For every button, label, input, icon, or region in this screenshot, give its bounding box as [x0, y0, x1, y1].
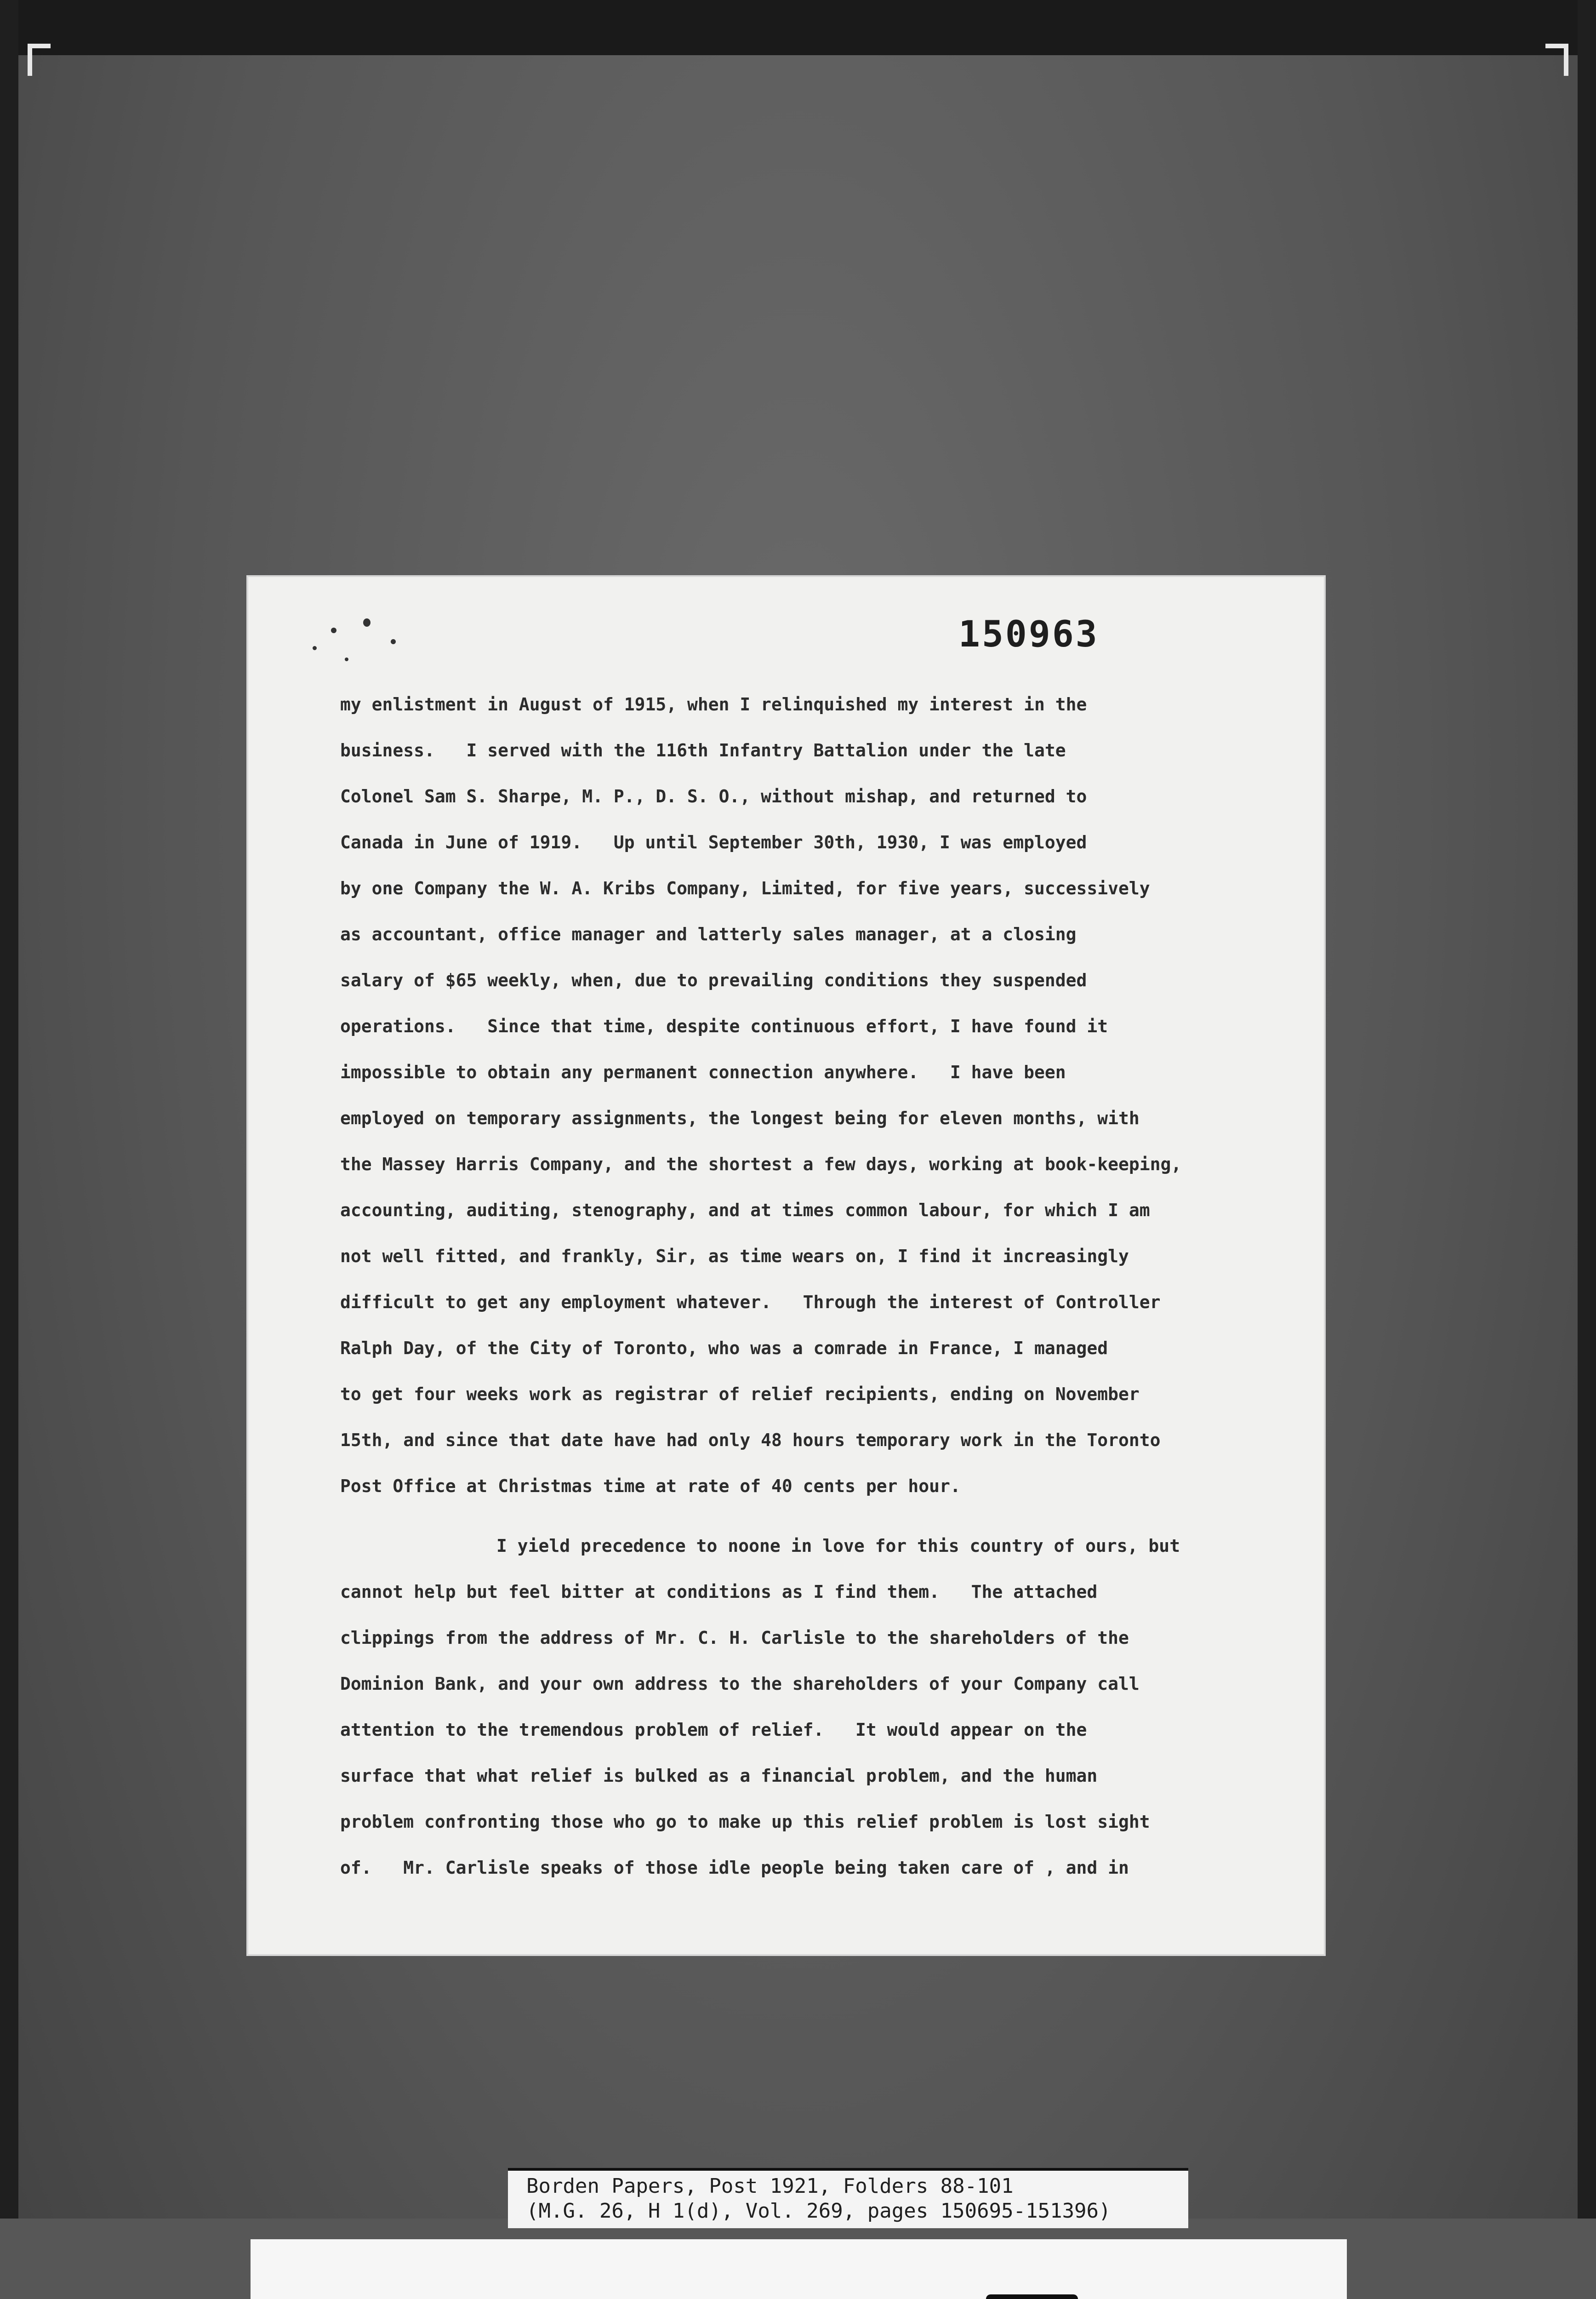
document-number: 150963	[958, 614, 1099, 655]
body-line: 15th, and since that date have had only 48 hours temporary work in the Toronto	[340, 1430, 1161, 1450]
body-line: my enlistment in August of 1915, when I relinquished my interest in the	[340, 694, 1087, 715]
body-line: I yield precedence to noone in love for this country of ours, but	[496, 1536, 1180, 1556]
body-line: of. Mr. Carlisle speaks of those idle people being taken care of , and in	[340, 1858, 1129, 1878]
archives-stamp-card	[251, 2239, 1347, 2299]
body-line: salary of $65 weekly, when, due to prevailing conditions they suspended	[340, 970, 1087, 990]
body-line: clippings from the address of Mr. C. H. Carlisle to the shareholders of the	[340, 1628, 1129, 1648]
body-line: difficult to get any employment whatever. Through the interest of Controller	[340, 1292, 1161, 1312]
body-line: attention to the tremendous problem of relief. It would appear on the	[340, 1720, 1087, 1740]
body-line: surface that what relief is bulked as a financial problem, and the human	[340, 1766, 1098, 1786]
film-frame-right	[1578, 0, 1596, 2299]
body-line: not well fitted, and frankly, Sir, as time wears on, I find it increasingly	[340, 1246, 1129, 1266]
letter-body	[248, 577, 1324, 1954]
corner-mark-top-right	[1545, 44, 1568, 76]
body-line: Post Office at Christmas time at rate of 40 cents per hour.	[340, 1476, 961, 1496]
body-line: problem confronting those who go to make up this relief problem is lost sight	[340, 1812, 1150, 1832]
citation-line-1: Borden Papers, Post 1921, Folders 88-101	[526, 2174, 1014, 2198]
film-frame-top	[0, 0, 1596, 55]
body-line: Ralph Day, of the City of Toronto, who was a comrade in France, I managed	[340, 1338, 1108, 1358]
body-line: the Massey Harris Company, and the shortest a few days, working at book-keeping,	[340, 1154, 1182, 1174]
body-line: accounting, auditing, stenography, and at times common labour, for which I am	[340, 1200, 1150, 1220]
body-line: by one Company the W. A. Kribs Company, Limited, for five years, successively	[340, 878, 1150, 898]
body-line: Canada in June of 1919. Up until September 30th, 1930, I was employed	[340, 832, 1087, 852]
body-line: Dominion Bank, and your own address to the shareholders of your Company call	[340, 1674, 1140, 1694]
body-line: as accountant, office manager and latterly sales manager, at a closing	[340, 924, 1077, 944]
citation-line-2: (M.G. 26, H 1(d), Vol. 269, pages 150695-151396)	[526, 2199, 1111, 2223]
film-frame-left	[0, 0, 18, 2299]
body-line: cannot help but feel bitter at conditions as I find them. The attached	[340, 1582, 1098, 1602]
body-line: business. I served with the 116th Infantry Battalion under the late	[340, 740, 1066, 761]
letter-page	[248, 577, 1324, 1954]
citation-label	[508, 2168, 1188, 2228]
corner-mark-top-left	[28, 44, 51, 76]
body-line: employed on temporary assignments, the longest being for eleven months, with	[340, 1108, 1140, 1128]
archives-logo-icon	[986, 2294, 1078, 2299]
body-line: to get four weeks work as registrar of relief recipients, ending on November	[340, 1384, 1140, 1404]
body-line: impossible to obtain any permanent connection anywhere. I have been	[340, 1062, 1066, 1082]
body-line: Colonel Sam S. Sharpe, M. P., D. S. O., without mishap, and returned to	[340, 786, 1087, 806]
body-line: operations. Since that time, despite continuous effort, I have found it	[340, 1016, 1108, 1036]
